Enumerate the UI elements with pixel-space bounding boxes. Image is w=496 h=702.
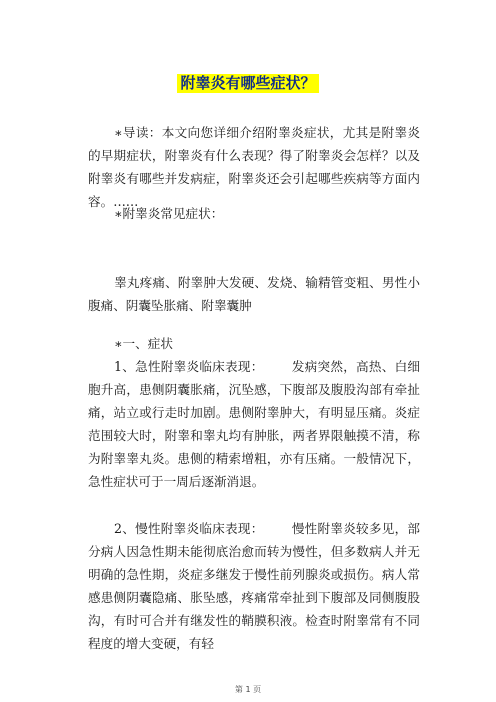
- symptom-list-text: 睾丸疼痛、附睾肿大发硬、发烧、输精管变粗、男性小腹痛、阴囊坠胀痛、附睾囊肿: [88, 275, 420, 313]
- common-symptoms-heading: [88, 202, 420, 225]
- chronic-label: 2、慢性附睾炎临床表现：: [114, 521, 264, 536]
- page-footer: 第 1 页: [234, 685, 262, 694]
- chronic-text: 慢性附睾炎较多见，部分病人因急性期未能彻底治愈而转为慢性，但多数病人并无明确的急性期，炎症多继发于慢性前列腺炎或损伤。病人常感患侧阴囊隐痛、胀坠感，疼痛常牵扯到下腹部及同侧腹股沟，有时可合并有继发性的鞘膜积液。检查时附睾常有不同程度的增大变硬，有轻: [88, 521, 421, 651]
- intro-paragraph: [88, 121, 420, 213]
- section-heading-symptoms: [88, 332, 420, 355]
- chronic-paragraph: [88, 517, 420, 655]
- acute-label: 1、急性附睾炎临床表现：: [114, 359, 264, 374]
- title-container: [0, 73, 496, 93]
- document-title: 附睾炎有哪些症状？: [177, 74, 318, 93]
- acute-text: 发病突然，高热、白细胞升高，患侧阴囊胀痛，沉坠感，下腹部及腹股沟部有牵扯痛，站立或行走时加剧。患侧附睾肿大，有明显压痛。炎症范围较大时，附睾和睾丸均有肿胀，两者界限触摸不清，称为附睾睾丸炎。患侧的精索增粗，亦有压痛。一般情况下，急性症状可于一周后逐渐消退。: [88, 359, 421, 489]
- symptom-list-paragraph: [88, 271, 420, 317]
- section-heading-text: ∗一、症状: [114, 336, 173, 351]
- intro-text: ∗导读：本文向您详细介绍附睾炎症状，尤其是附睾炎的早期症状，附睾炎有什么表现？得了附睾炎会怎样？以及附睾炎有哪些并发病症，附睾炎还会引起哪些疾病等方面内容。……: [88, 125, 420, 209]
- acute-paragraph: [88, 355, 420, 493]
- common-symptoms-heading-text: ∗附睾炎常见症状：: [114, 206, 224, 221]
